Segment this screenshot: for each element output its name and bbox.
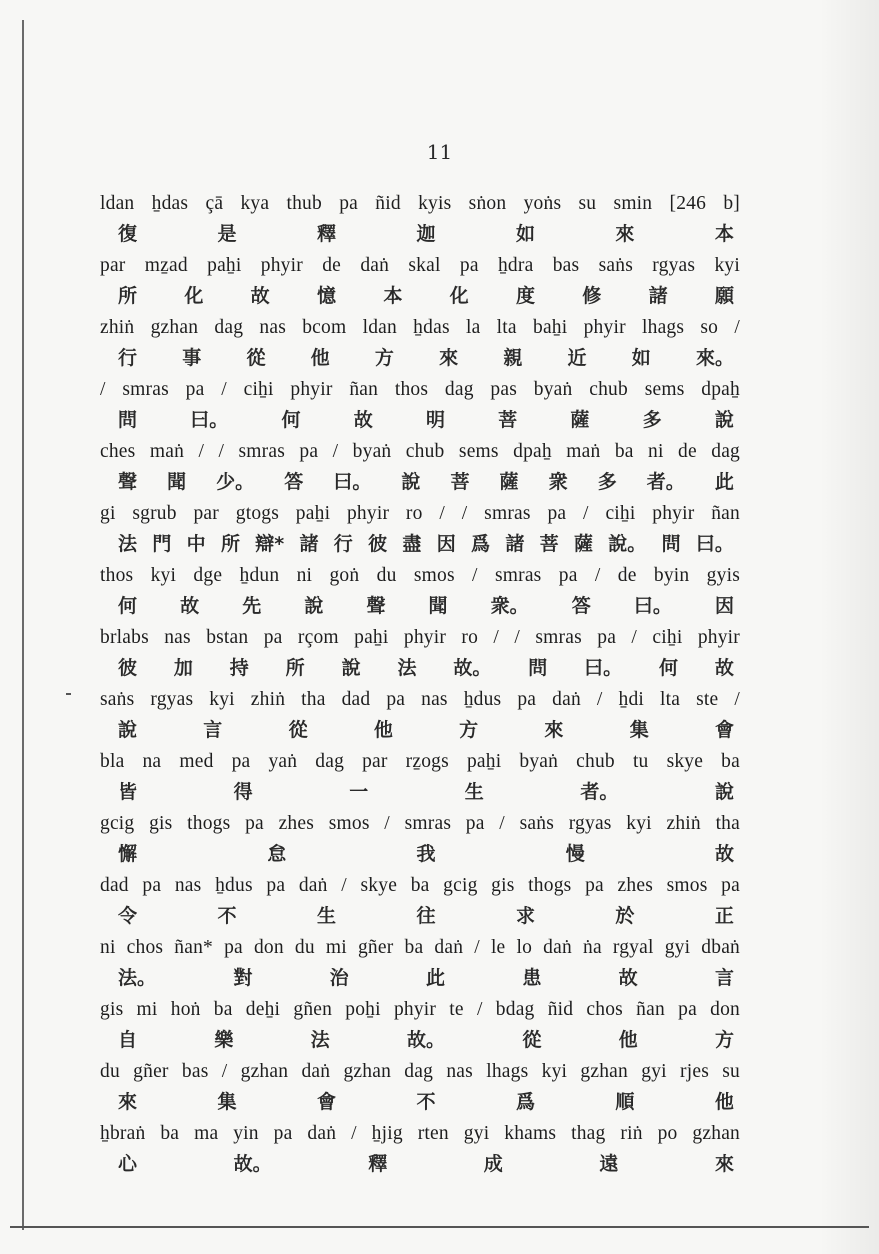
chinese-char: 懈 — [118, 843, 138, 865]
chinese-char: 所 — [220, 533, 240, 555]
bilingual-text-block — [100, 188, 740, 1180]
page-number: 11 — [426, 140, 453, 164]
chinese-char: 法 — [397, 657, 417, 679]
chinese-char: 言 — [203, 719, 223, 741]
chinese-char: 憶 — [316, 285, 336, 307]
chinese-char: 近 — [567, 347, 587, 369]
chinese-line — [100, 901, 740, 932]
chinese-line — [100, 405, 740, 436]
chinese-char: 曰。 — [584, 657, 623, 679]
chinese-char: 故 — [180, 595, 200, 617]
tibetan-line: par mẕad paẖi phyir de daṅ skal pa ẖdra bas saṅs rgyas kyi — [100, 255, 740, 276]
chinese-char: 薩 — [570, 409, 590, 431]
chinese-char: 此 — [714, 471, 734, 493]
chinese-char: 聲 — [366, 595, 386, 617]
chinese-char: 來 — [714, 1153, 734, 1175]
chinese-char: 願 — [714, 285, 734, 307]
chinese-char: 問 — [528, 657, 548, 679]
chinese-char: 薩 — [573, 533, 593, 555]
chinese-line — [100, 715, 740, 746]
chinese-char: 治 — [329, 967, 349, 989]
chinese-char: 故 — [250, 285, 270, 307]
chinese-char: 中 — [186, 533, 206, 555]
chinese-char: 盡 — [402, 533, 422, 555]
chinese-char: 從 — [288, 719, 308, 741]
chinese-char: 曰。 — [333, 471, 372, 493]
chinese-char: 成 — [483, 1153, 503, 1175]
stray-ink-mark — [66, 693, 71, 695]
chinese-char: 求 — [515, 905, 535, 927]
chinese-char: 故 — [714, 843, 734, 865]
chinese-char: 他 — [618, 1029, 638, 1051]
chinese-char: 來 — [544, 719, 564, 741]
chinese-char: 會 — [316, 1091, 336, 1113]
chinese-char: 於 — [615, 905, 635, 927]
chinese-char: 說。 — [608, 533, 647, 555]
chinese-char: 慢 — [565, 843, 585, 865]
chinese-char: 故。 — [233, 1153, 272, 1175]
chinese-char: 聲 — [118, 471, 138, 493]
chinese-char: 心 — [118, 1153, 138, 1175]
chinese-char: 遠 — [599, 1153, 619, 1175]
chinese-char: 說 — [714, 409, 734, 431]
chinese-char: 他 — [310, 347, 330, 369]
chinese-char: 答 — [284, 471, 304, 493]
chinese-char: 故。 — [406, 1029, 445, 1051]
chinese-char: 衆。 — [490, 595, 529, 617]
chinese-char: 不 — [217, 905, 237, 927]
chinese-char: 事 — [182, 347, 202, 369]
scan-shadow — [819, 0, 879, 1254]
chinese-line — [100, 839, 740, 870]
chinese-char: 方 — [459, 719, 479, 741]
chinese-char: 生 — [464, 781, 484, 803]
chinese-char: 行 — [118, 347, 138, 369]
chinese-char: 法 — [118, 533, 138, 555]
chinese-char: 親 — [503, 347, 523, 369]
chinese-char: 彼 — [118, 657, 138, 679]
chinese-char: 多 — [597, 471, 617, 493]
chinese-char: 法。 — [118, 967, 157, 989]
chinese-char: 此 — [425, 967, 445, 989]
chinese-char: 他 — [714, 1091, 734, 1113]
chinese-char: 說 — [118, 719, 138, 741]
chinese-char: 說 — [341, 657, 361, 679]
chinese-line — [100, 343, 740, 374]
chinese-char: 我 — [416, 843, 436, 865]
chinese-char: 少。 — [216, 471, 255, 493]
chinese-char: 問 — [118, 409, 138, 431]
chinese-char: 者。 — [580, 781, 619, 803]
chinese-char: 爲 — [471, 533, 491, 555]
tibetan-line: gcig gis thogs pa zhes smos / smras pa / saṅs rgyas kyi zhiṅ tha — [100, 813, 740, 834]
chinese-char: 正 — [714, 905, 734, 927]
chinese-char: 答 — [571, 595, 591, 617]
chinese-char: 諸 — [648, 285, 668, 307]
chinese-char: 自 — [118, 1029, 138, 1051]
chinese-char: 樂 — [214, 1029, 234, 1051]
chinese-char: 因 — [714, 595, 734, 617]
chinese-char: 不 — [416, 1091, 436, 1113]
chinese-char: 曰。 — [695, 533, 734, 555]
chinese-char: 故 — [714, 657, 734, 679]
page-left-border — [22, 20, 24, 1230]
chinese-line — [100, 653, 740, 684]
chinese-char: 會 — [714, 719, 734, 741]
chinese-char: 令 — [118, 905, 138, 927]
chinese-char: 明 — [425, 409, 445, 431]
tibetan-line: bla na med pa yaṅ dag par rẕogs paẖi byaṅ chub tu skye ba — [100, 751, 740, 772]
chinese-char: 曰。 — [633, 595, 672, 617]
chinese-line — [100, 591, 740, 622]
chinese-char: 方 — [374, 347, 394, 369]
chinese-char: 來 — [118, 1091, 138, 1113]
chinese-char: 說 — [304, 595, 324, 617]
chinese-line — [100, 467, 740, 498]
chinese-char: 來 — [439, 347, 459, 369]
chinese-char: 化 — [184, 285, 204, 307]
chinese-char: 曰。 — [190, 409, 229, 431]
chinese-char: 如 — [631, 347, 651, 369]
chinese-char: 所 — [285, 657, 305, 679]
chinese-char: 法 — [310, 1029, 330, 1051]
chinese-char: 釋 — [368, 1153, 388, 1175]
chinese-char: 得 — [233, 781, 253, 803]
chinese-char: 菩 — [450, 471, 470, 493]
chinese-line — [100, 1149, 740, 1180]
tibetan-line: brlabs nas bstan pa rçom paẖi phyir ro / / smras pa / ciẖi phyir — [100, 627, 740, 648]
chinese-char: 何 — [118, 595, 138, 617]
chinese-char: 先 — [242, 595, 262, 617]
chinese-char: 因 — [436, 533, 456, 555]
chinese-char: 復 — [118, 223, 138, 245]
tibetan-line: gis mi hoṅ ba deẖi gñen poẖi phyir te / bdag ñid chos ñan pa don — [100, 999, 740, 1020]
chinese-char: 多 — [642, 409, 662, 431]
chinese-char: 方 — [714, 1029, 734, 1051]
tibetan-line: dad pa nas ẖdus pa daṅ / skye ba gcig gis thogs pa zhes smos pa — [100, 875, 740, 896]
tibetan-line: ches maṅ / / smras pa / byaṅ chub sems dpaẖ maṅ ba ni de dag — [100, 441, 740, 462]
chinese-char: 所 — [118, 285, 138, 307]
tibetan-line: saṅs rgyas kyi zhiṅ tha dad pa nas ẖdus pa daṅ / ẖdi lta ste / — [100, 689, 740, 710]
chinese-char: 對 — [233, 967, 253, 989]
chinese-char: 辯* — [255, 533, 285, 555]
chinese-line — [100, 281, 740, 312]
chinese-char: 度 — [515, 285, 535, 307]
chinese-char: 生 — [316, 905, 336, 927]
chinese-char: 本 — [383, 285, 403, 307]
chinese-char: 聞 — [167, 471, 187, 493]
tibetan-line: thos kyi dge ẖdun ni goṅ du smos / smras pa / de byin gyis — [100, 565, 740, 586]
chinese-char: 迦 — [416, 223, 436, 245]
chinese-char: 一 — [349, 781, 369, 803]
chinese-char: 行 — [333, 533, 353, 555]
chinese-char: 菩 — [498, 409, 518, 431]
chinese-char: 順 — [615, 1091, 635, 1113]
chinese-char: 故 — [618, 967, 638, 989]
chinese-line — [100, 777, 740, 808]
chinese-char: 彼 — [368, 533, 388, 555]
chinese-char: 集 — [629, 719, 649, 741]
chinese-char: 問 — [661, 533, 681, 555]
chinese-char: 諸 — [505, 533, 525, 555]
chinese-char: 他 — [373, 719, 393, 741]
chinese-char: 何 — [281, 409, 301, 431]
chinese-char: 聞 — [428, 595, 448, 617]
chinese-char: 說 — [714, 781, 734, 803]
chinese-char: 皆 — [118, 781, 138, 803]
chinese-char: 菩 — [539, 533, 559, 555]
chinese-char: 如 — [515, 223, 535, 245]
chinese-char: 化 — [449, 285, 469, 307]
chinese-char: 持 — [229, 657, 249, 679]
chinese-char: 門 — [152, 533, 172, 555]
tibetan-line: zhiṅ gzhan dag nas bcom ldan ẖdas la lta baẖi phyir lhags so / — [100, 317, 740, 338]
chinese-char: 來 — [615, 223, 635, 245]
chinese-line — [100, 219, 740, 250]
chinese-char: 往 — [416, 905, 436, 927]
chinese-char: 說 — [401, 471, 421, 493]
chinese-char: 故 — [353, 409, 373, 431]
chinese-char: 是 — [217, 223, 237, 245]
chinese-char: 本 — [714, 223, 734, 245]
tibetan-line: ẖbraṅ ba ma yin pa daṅ / ẖjig rten gyi khams thag riṅ po gzhan — [100, 1123, 740, 1144]
tibetan-line: du gñer bas / gzhan daṅ gzhan dag nas lhags kyi gzhan gyi rjes su — [100, 1061, 740, 1082]
chinese-line — [100, 1025, 740, 1056]
chinese-char: 從 — [522, 1029, 542, 1051]
chinese-char: 諸 — [299, 533, 319, 555]
chinese-char: 衆 — [548, 471, 568, 493]
chinese-line — [100, 963, 740, 994]
chinese-char: 修 — [582, 285, 602, 307]
chinese-char: 言 — [714, 967, 734, 989]
chinese-line — [100, 529, 740, 560]
chinese-char: 從 — [246, 347, 266, 369]
chinese-char: 薩 — [499, 471, 519, 493]
tibetan-line: ldan ẖdas çā kya thub pa ñid kyis sṅon yoṅs su smin [246 b] — [100, 193, 740, 214]
chinese-char: 集 — [217, 1091, 237, 1113]
tibetan-line: gi sgrub par gtogs paẖi phyir ro / / smras pa / ciẖi phyir ñan — [100, 503, 740, 524]
chinese-char: 患 — [522, 967, 542, 989]
chinese-line — [100, 1087, 740, 1118]
chinese-char: 何 — [659, 657, 679, 679]
chinese-char: 爲 — [515, 1091, 535, 1113]
chinese-char: 怠 — [267, 843, 287, 865]
chinese-char: 故。 — [453, 657, 492, 679]
chinese-char: 者。 — [646, 471, 685, 493]
chinese-char: 釋 — [316, 223, 336, 245]
page-bottom-border — [10, 1226, 869, 1228]
chinese-char: 加 — [173, 657, 193, 679]
tibetan-line: / smras pa / ciẖi phyir ñan thos dag pas byaṅ chub sems dpaẖ — [100, 379, 740, 400]
chinese-char: 來。 — [695, 347, 734, 369]
tibetan-line: ni chos ñan* pa don du mi gñer ba daṅ / le lo daṅ ṅa rgyal gyi dbaṅ — [100, 937, 740, 958]
